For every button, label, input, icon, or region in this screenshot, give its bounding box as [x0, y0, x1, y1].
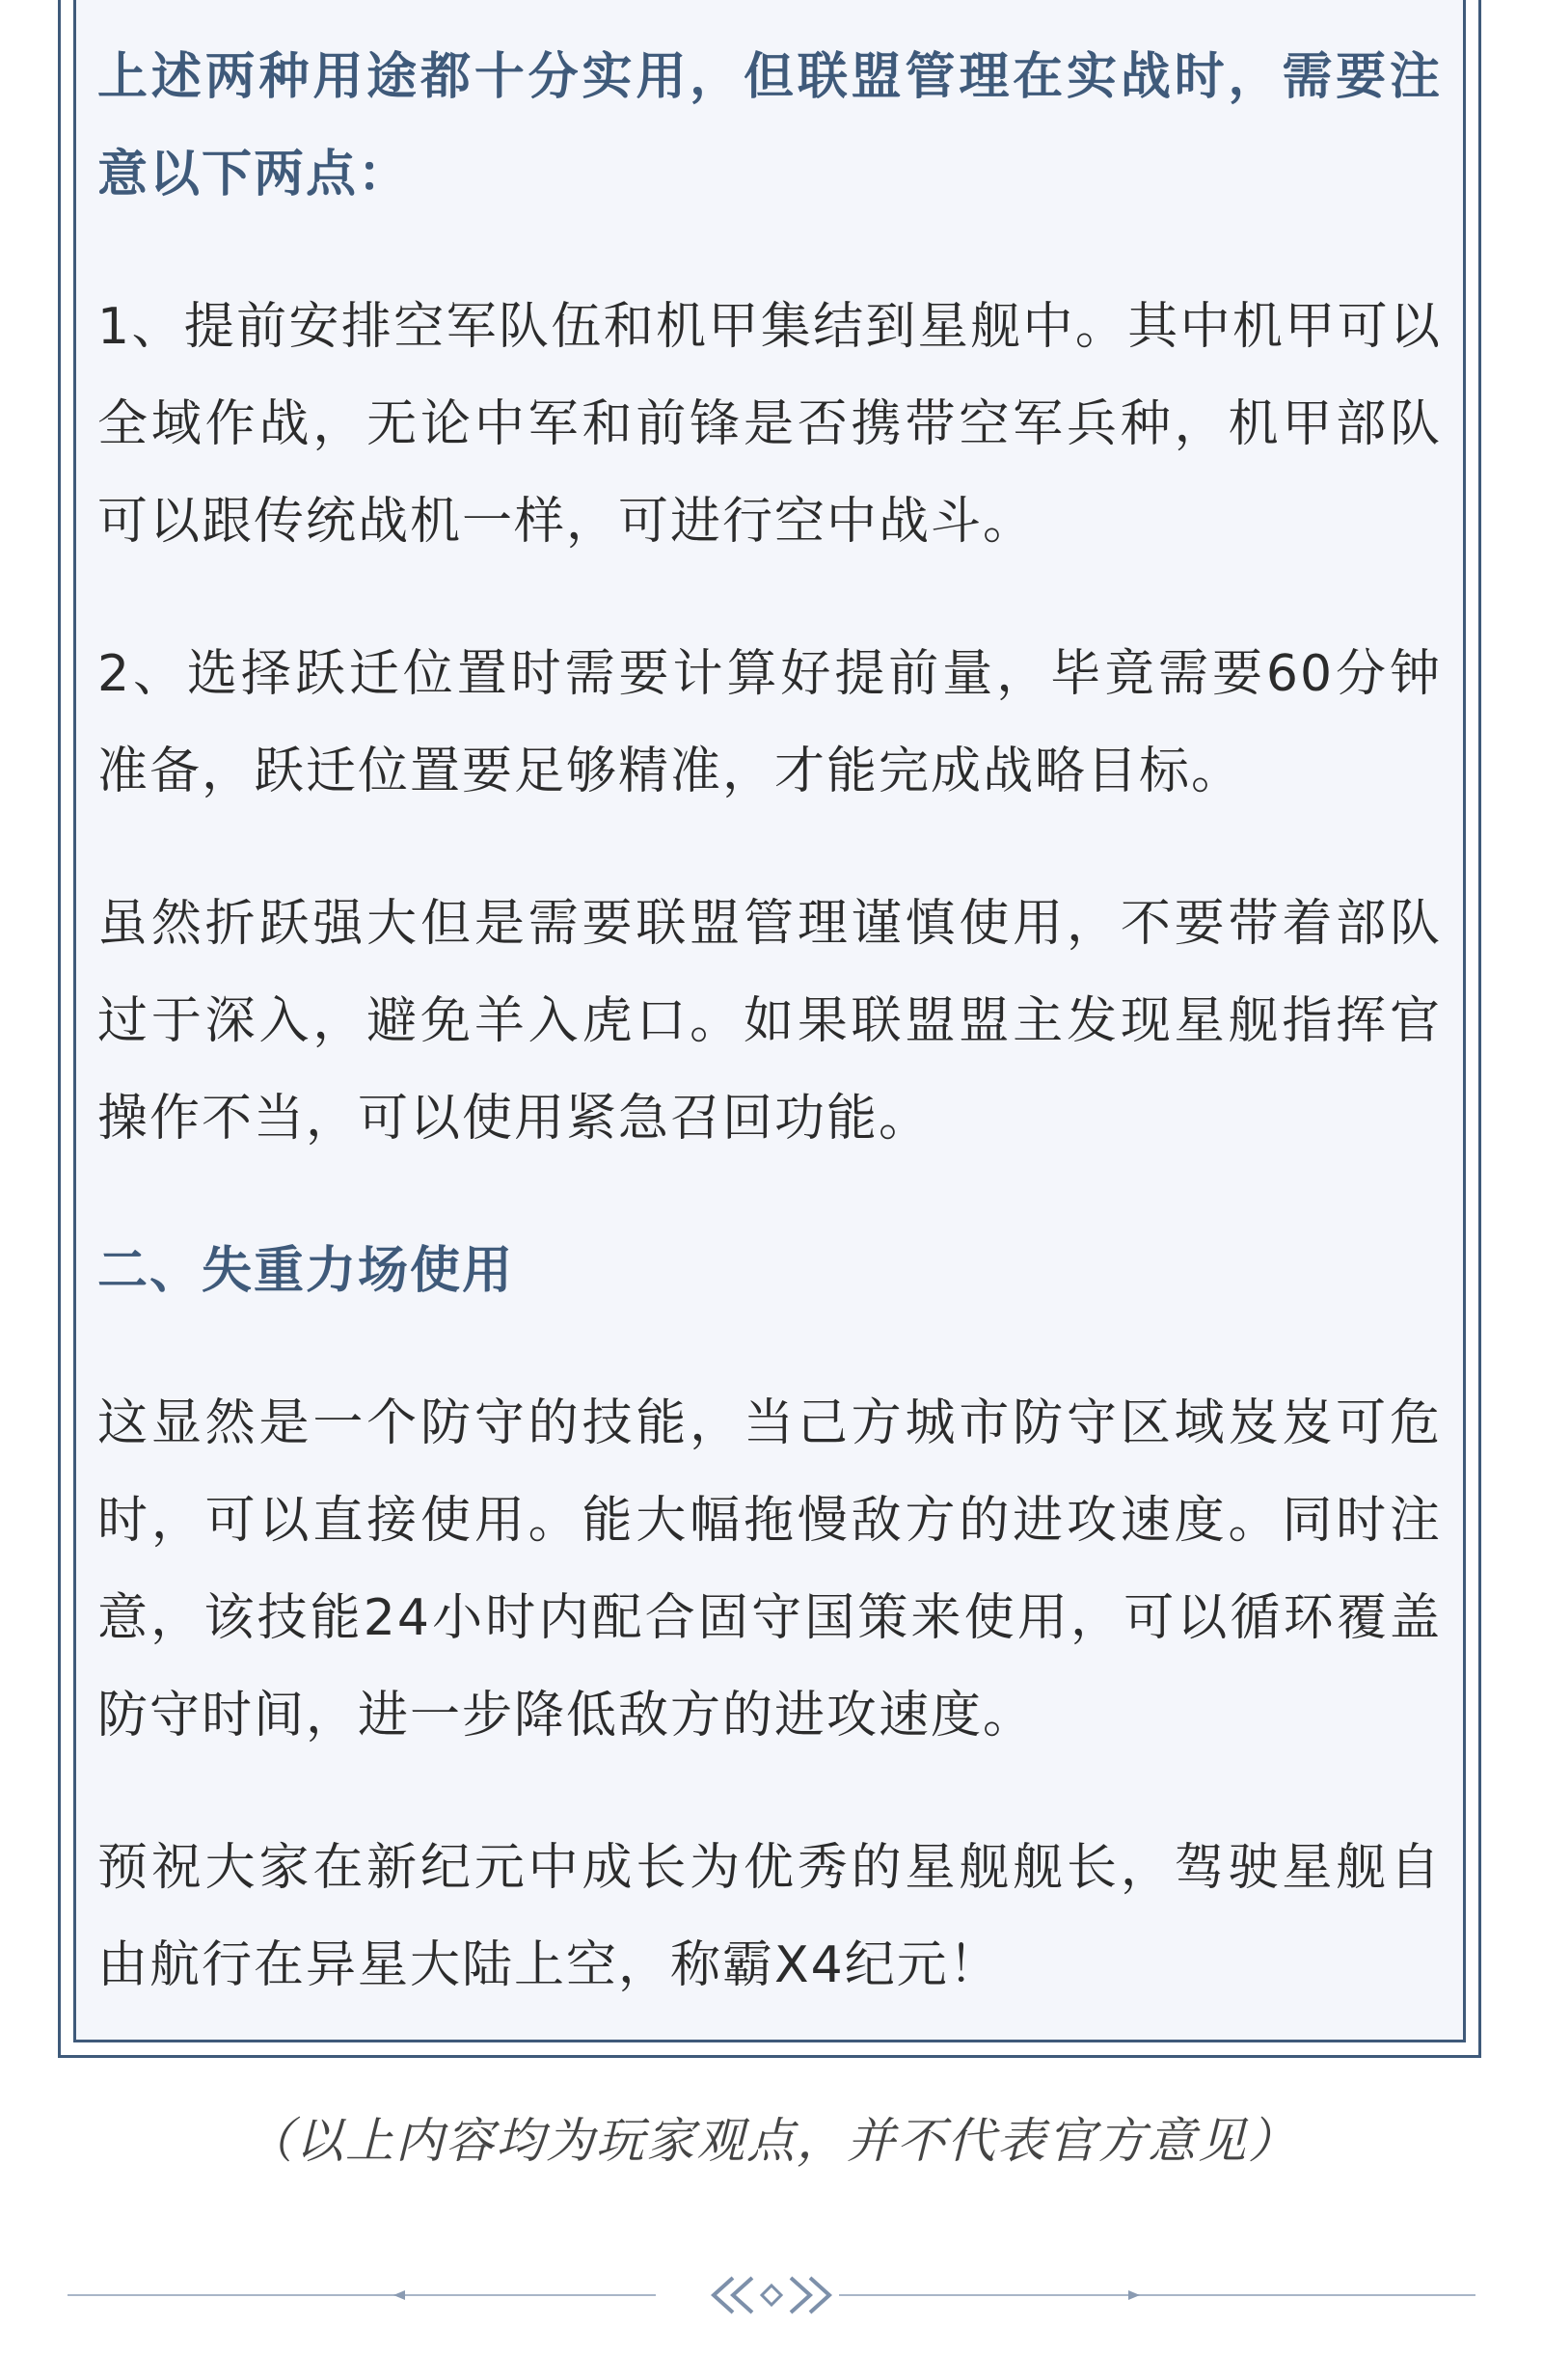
point-1-paragraph: 1、提前安排空军队伍和机甲集结到星舰中。其中机甲可以全域作战，无论中军和前锋是否携带空军兵种，机甲部队可以跟传统战机一样，可进行空中战斗。 — [97, 298, 1442, 551]
point-2-paragraph: 2、选择跃迁位置时需要计算好提前量，毕竟需要60分钟准备，跃迁位置要足够精准，才能完成战略目标。 — [97, 645, 1442, 800]
article-body — [97, 29, 1442, 2015]
warning-paragraph: 虽然折跃强大但是需要联盟管理谨慎使用，不要带着部队过于深入，避免羊入虎口。如果联盟盟主发现星舰指挥官操作不当，可以使用紧急召回功能。 — [97, 895, 1442, 1148]
section-heading: 二、失重力场使用 — [97, 1242, 515, 1300]
ornamental-divider — [0, 2257, 1543, 2334]
defense-skill-paragraph: 这显然是一个防守的技能，当己方城市防守区域岌岌可危时，可以直接使用。能大幅拖慢敌方的进攻速度。同时注意，该技能24小时内配合固守国策来使用，可以循环覆盖防守时间，进一步降低敌方的进攻速度。 — [97, 1394, 1442, 1744]
closing-paragraph: 预祝大家在新纪元中成长为优秀的星舰舰长，驾驶星舰自由航行在异星大陆上空，称霸X4纪元！ — [97, 1839, 1442, 1994]
intro-heading: 上述两种用途都十分实用，但联盟管理在实战时，需要注意以下两点： — [97, 48, 1442, 203]
divider-ornament-icon — [0, 2257, 1543, 2334]
disclaimer-text: （以上内容均为玩家观点，并不代表官方意见） — [245, 2113, 1298, 2169]
